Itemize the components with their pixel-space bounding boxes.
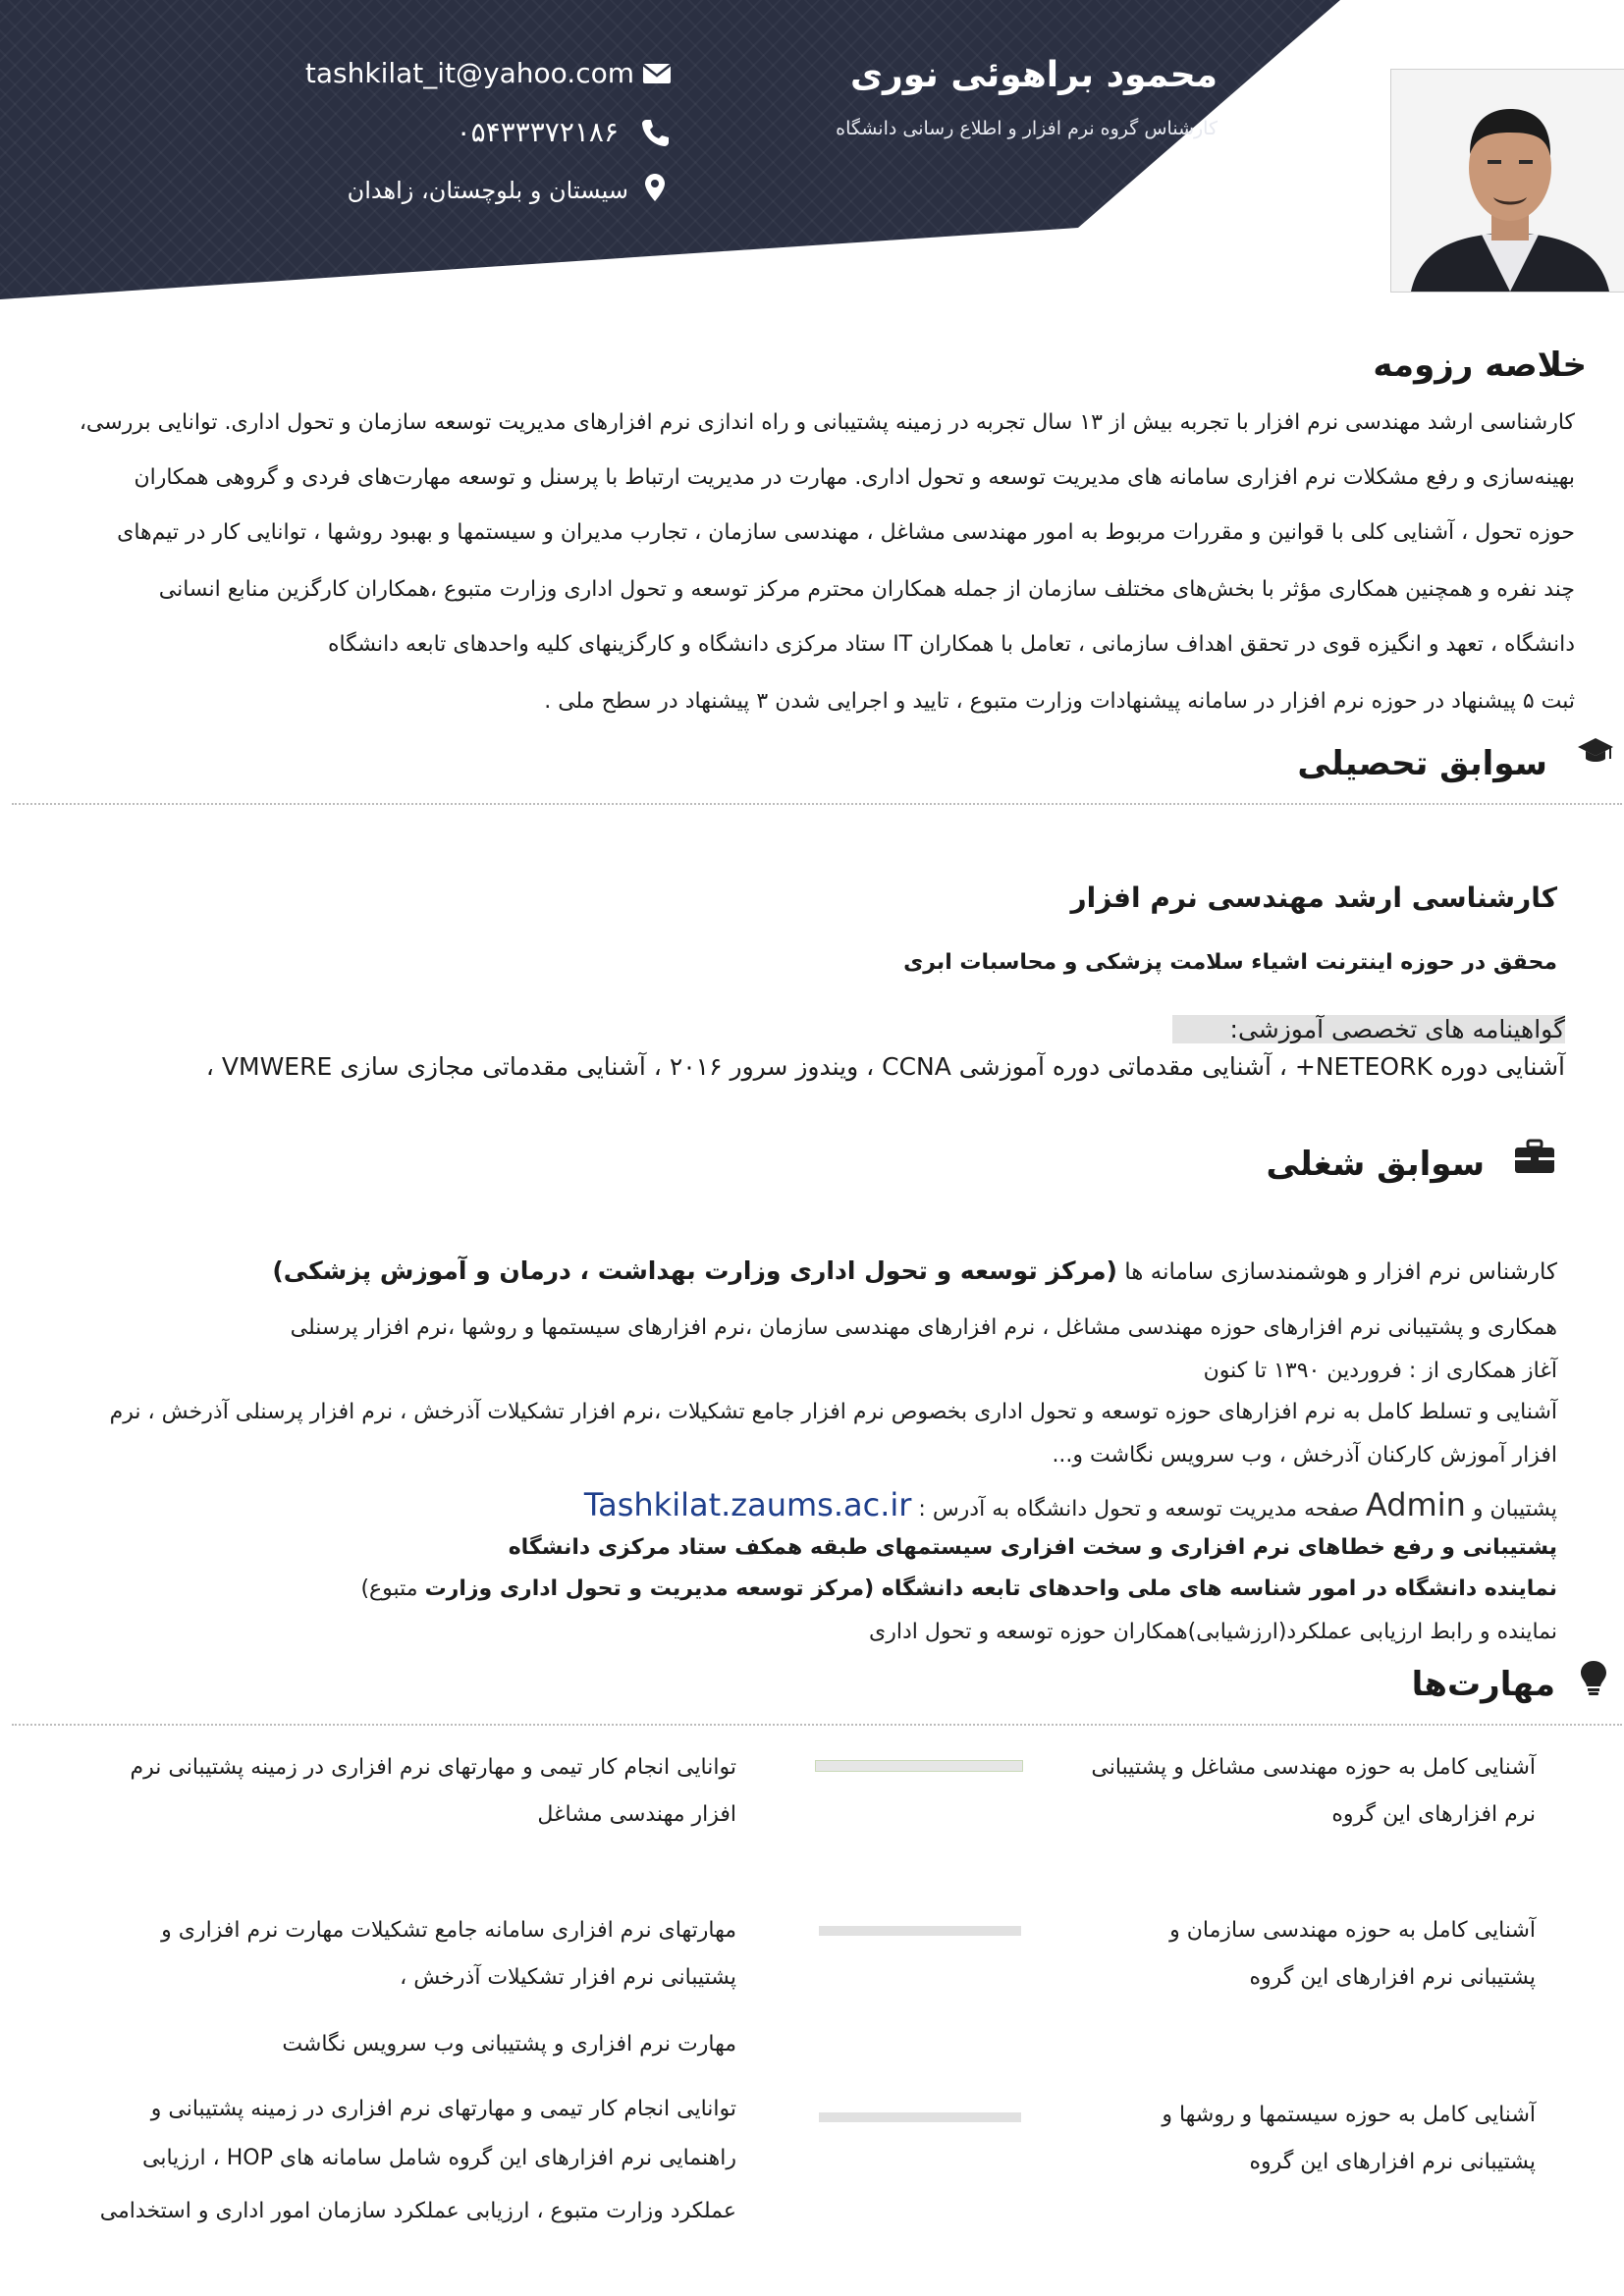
skill-right-line: نرم افزارهای این گروه [1331,1802,1536,1827]
experience-line: همکاری و پشتیبانی نرم افزارهای حوزه مهندسی مشاغل ، نرم افزارهای مهندسی سازمان ،نرم افزارهای سیستمها و روشها ،نرم افزار پرسنلی [290,1315,1557,1340]
phone-icon [640,118,670,147]
summary-line: حوزه تحول ، آشنایی کلی با قوانین و مقررات مربوط به امور مهندسی مشاغل ، مهندسی سازمان ، تجارب مدیران و سیستمها و بهبود روشها ، توانایی کار در تیم‌های [117,520,1575,545]
skill-right-line: پشتیبانی نرم افزارهای این گروه [1249,1965,1536,1990]
summary-line: ثبت ۵ پیشنهاد در حوزه نرم افزار در سامانه پیشنهادات وزارت متبوع ، تایید و اجرایی شدن ۳ پیشنهاد در سطح ملی . [544,689,1575,714]
representative-prefix: نماینده دانشگاه در امور شناسه های ملی واحدهای تابعه دانشگاه [874,1576,1557,1601]
skill-right-line: آشنایی کامل به حوزه سیستمها و روشها و [1162,2103,1536,2127]
experience-line: نماینده و رابط ارزیابی عملکرد(ارزشیابی)همکاران حوزه توسعه و تحول اداری [869,1620,1557,1644]
website-link[interactable]: Tashkilat.zaums.ac.ir [583,1486,912,1523]
lightbulb-icon [1579,1659,1608,1698]
avatar [1391,70,1624,292]
skill-left-line: افزار مهندسی مشاغل [537,1802,736,1827]
envelope-icon [642,59,672,88]
skill-right-line: آشنایی کامل به حوزه مهندسی مشاغل و پشتیبانی [1091,1755,1536,1780]
skill-left-line: توانایی انجام کار تیمی و مهارتهای نرم افزاری در زمینه پشتیبانی نرم [130,1755,736,1780]
degree-text: کارشناسی ارشد مهندسی نرم افزار [1070,881,1557,914]
certificates-title: گواهینامه های تخصصی آموزشی: [1172,1015,1565,1043]
admin-prefix: پشتیبان و [1465,1497,1557,1522]
graduation-cap-icon [1577,736,1614,766]
role-prefix: کارشناس نرم افزار و هوشمندسازی سامانه ها [1116,1259,1557,1285]
experience-line: آشنایی و تسلط کامل به نرم افزارهای حوزه توسعه و تحول اداری بخصوص نرم افزار جامع تشکیلات ،نرم افزار تشکیلات آذرخش ، نرم افزار پرسنلی آذرخش ، نرم [109,1400,1557,1424]
experience-line: افزار آموزش کارکنان آذرخش ، وب سرویس نگاشت و... [1052,1443,1557,1468]
experience-title: سوابق شغلی [1266,1145,1485,1184]
skill-left-line: عملکرد وزارت متبوع ، ارزیابی عملکرد سازمان امور اداری و استخدامی [99,2199,736,2223]
admin-label: Admin [1365,1486,1466,1523]
admin-line [584,1486,1557,1523]
summary-line: کارشناسی ارشد مهندسی نرم افزار با تجربه بیش از ۱۳ سال تجربه در زمینه پشتیبانی و راه اندازی نرم افزارهای مدیریت توسعه سازمان و تحول اداری. توانایی بررسی، [79,410,1575,435]
skill-left-line: راهنمایی نرم افزارهای این گروه شامل سامانه های HOP ، ارزیابی [142,2146,736,2170]
representative-suffix: متبوع) [360,1576,425,1601]
experience-line: آغاز همکاری از : فروردین ۱۳۹۰ تا کنون [1203,1359,1557,1383]
experience-line: پشتیبانی و رفع خطاهای نرم افزاری و سخت افزاری سیستمهای طبقه همکف ستاد مرکزی دانشگاه [508,1535,1557,1560]
role-org: (مرکز توسعه و تحول اداری وزارت بهداشت ، درمان و آموزش پزشکی) [272,1256,1117,1285]
profile-photo [1388,65,1624,294]
admin-mid: صفحه مدیریت توسعه و تحول دانشگاه به آدرس : [911,1497,1366,1522]
map-marker-icon [640,173,670,202]
certificates-text: آشنایی دوره NETEORK+ ، آشنایی مقدماتی دوره آموزشی CCNA ، ویندوز سرور ۲۰۱۶ ، آشنایی مقدماتی مجازی سازی VMWERE ، [205,1052,1565,1081]
skills-title: مهارت‌ها [1411,1665,1555,1704]
person-name: محمود براهوئی نوری [849,55,1218,95]
representative-line [360,1576,1557,1601]
research-text: محقق در حوزه اینترنت اشیاء سلامت پزشکی و محاسبات ابری [903,950,1557,975]
summary-title: خلاصه رزومه [1373,346,1587,385]
education-divider [12,803,1622,805]
skill-left-line: پشتیبانی نرم افزار تشکیلات آذرخش ، [400,1965,736,1990]
summary-line: بهینه‌سازی و رفع مشکلات نرم افزاری سامانه های مدیریت توسعه و تحول اداری. مهارت در مدیریت ارتباط با پرسنل و توسعه مهارت‌های فردی و گروهی همکاران [134,465,1575,490]
summary-line: دانشگاه ، تعهد و انگیزه قوی در تحقق اهداف سازمانی ، تعامل با همکاران IT ستاد مرکزی دانشگاه و کارگزینهای کلیه واحدهای تابعه دانشگاه [328,632,1575,657]
education-title: سوابق تحصیلی [1297,744,1547,783]
phone-text[interactable]: ۰۵۴۳۳۳۷۲۱۸۶ [456,116,619,148]
role-line [272,1256,1557,1285]
location-text: سیستان و بلوچستان، زاهدان [347,177,628,204]
skill-right-line: آشنایی کامل به حوزه مهندسی سازمان و [1169,1918,1536,1943]
job-title: کارشناس گروه نرم افزار و اطلاع رسانی دانشگاه [836,118,1218,139]
skill-left-line: توانایی انجام کار تیمی و مهارتهای نرم افزاری در زمینه پشتیبانی و [150,2097,736,2121]
skill-left-line: مهارتهای نرم افزاری سامانه جامع تشکیلات مهارت نرم افزاری و [161,1918,736,1943]
skills-divider [12,1724,1622,1726]
skill-left-line: مهارت نرم افزاری و پشتیبانی وب سرویس نگاشت [282,2032,736,2056]
skill-level-bar [819,2112,1021,2122]
skill-right-line: پشتیبانی نرم افزارهای این گروه [1249,2150,1536,2174]
email-text[interactable]: tashkilat_it@yahoo.com [304,57,634,89]
briefcase-icon [1514,1139,1555,1174]
summary-line: چند نفره و همچنین همکاری مؤثر با بخش‌های مختلف سازمان از جمله همکاران محترم مرکز توسعه و تحول اداری وزارت متبوع ،همکاران کارگزین منابع انسانی [158,577,1575,602]
skill-level-bar [815,1760,1023,1772]
header-banner [0,0,1624,304]
skill-level-bar [819,1926,1021,1936]
representative-org: (مرکز توسعه مدیریت و تحول اداری وزارت [424,1576,875,1601]
